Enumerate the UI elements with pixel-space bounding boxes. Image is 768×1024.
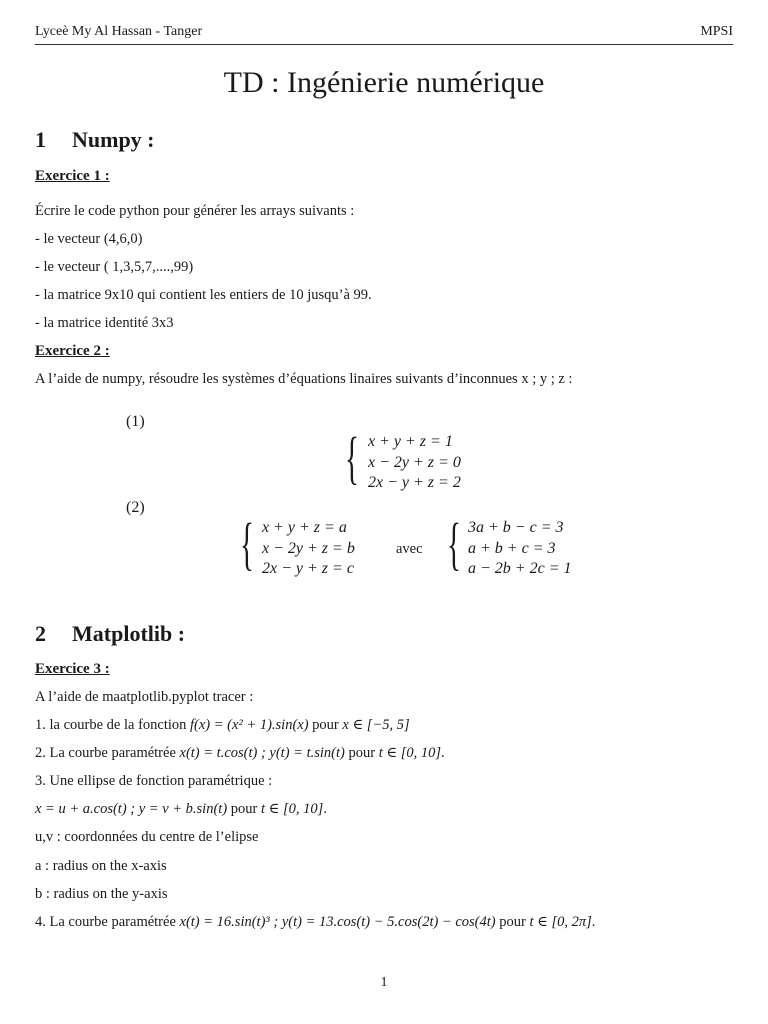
- exercise-1-line: - la matrice 9x10 qui contient les entiers de 10 jusqu’à 99.: [35, 287, 372, 303]
- equation: a − 2b + 2c = 1: [468, 560, 572, 577]
- exercise-3-a: a : radius on the x-axis: [35, 858, 167, 874]
- exercise-2-intro: A l’aide de numpy, résoudre les systèmes d’équations linaires suivants d’inconnues x ; y ; z :: [35, 371, 573, 387]
- exercise-3-item-1: [35, 717, 410, 734]
- section-1-heading: [35, 127, 155, 153]
- section-2-number: 2: [35, 621, 46, 646]
- text: pour: [308, 717, 343, 733]
- exercise-3-heading: Exercice 3 :: [35, 661, 110, 677]
- formula: f(x) = (x² + 1).sin(x): [190, 717, 309, 733]
- text: 4. La courbe paramétrée: [35, 914, 180, 930]
- exercise-3-item-2: [35, 745, 445, 762]
- exercise-3-uv: u,v : coordonnées du centre de l’elipse: [35, 829, 259, 845]
- text: .: [441, 745, 445, 761]
- equation: x + y + z = 1: [368, 433, 453, 450]
- exercise-1-line: - la matrice identité 3x3: [35, 315, 174, 331]
- exercise-1-line: - le vecteur (4,6,0): [35, 231, 143, 247]
- header-rule: [35, 44, 733, 45]
- system-2a-brace: {: [240, 511, 254, 576]
- text: pour: [227, 801, 261, 817]
- exercise-3-b: b : radius on the y-axis: [35, 886, 168, 902]
- formula: t ∈ [0, 10]: [378, 745, 441, 761]
- system-1-label: (1): [126, 413, 145, 430]
- page-number: 1: [380, 975, 388, 990]
- equation: 3a + b − c = 3: [468, 519, 564, 536]
- formula: x(t) = t.cos(t) ; y(t) = t.sin(t): [179, 745, 345, 761]
- equation: 2x − y + z = 2: [368, 474, 461, 491]
- system-2-label: (2): [126, 499, 145, 516]
- exercise-3-item-3: 3. Une ellipse de fonction paramétrique :: [35, 773, 273, 789]
- system-2b: [468, 518, 572, 580]
- section-2-heading: [35, 621, 185, 647]
- exercise-1-line: - le vecteur ( 1,3,5,7,....,99): [35, 259, 194, 275]
- equation: 2x − y + z = c: [262, 560, 354, 577]
- header-school: Lyceè My Al Hassan - Tanger: [35, 24, 203, 39]
- system-2a: [262, 518, 355, 580]
- exercise-3-item-4: [35, 914, 595, 931]
- system-1: [368, 432, 461, 494]
- system-2b-brace: {: [447, 511, 461, 576]
- formula: t ∈ [0, 2π]: [529, 914, 592, 930]
- exercise-3-intro: A l’aide de maatplotlib.pyplot tracer :: [35, 689, 254, 705]
- text: 1. la courbe de la fonction: [35, 717, 191, 733]
- exercise-3-item-3-equation: [35, 801, 327, 818]
- system-1-brace: {: [345, 425, 359, 490]
- equation: x − 2y + z = b: [262, 539, 355, 557]
- section-1-number: 1: [35, 127, 46, 152]
- formula: x ∈ [−5, 5]: [342, 717, 410, 733]
- text: pour: [344, 745, 379, 761]
- equation: x − 2y + z = 0: [368, 453, 461, 471]
- text: .: [591, 914, 596, 930]
- equation: a + b + c = 3: [468, 539, 556, 557]
- equation: x + y + z = a: [262, 519, 347, 536]
- header-class: MPSI: [700, 24, 733, 39]
- section-1-title: Numpy :: [72, 127, 155, 152]
- text: .: [323, 801, 327, 817]
- section-2-title: Matplotlib :: [72, 621, 186, 646]
- formula: t ∈ [0, 10]: [261, 801, 324, 817]
- page-title: TD : Ingénierie numérique: [223, 66, 545, 99]
- exercise-1-heading: Exercice 1 :: [35, 168, 110, 184]
- text: 2. La courbe paramétrée: [35, 745, 180, 761]
- text: pour: [495, 914, 530, 930]
- formula: x = u + a.cos(t) ; y = v + b.sin(t): [35, 801, 228, 817]
- avec-label: avec: [396, 541, 423, 557]
- exercise-1-line: Écrire le code python pour générer les arrays suivants :: [35, 203, 355, 219]
- exercise-2-heading: Exercice 2 :: [35, 343, 110, 359]
- formula: x(t) = 16.sin(t)³ ; y(t) = 13.cos(t) − 5.cos(2t) − cos(4t): [179, 914, 496, 930]
